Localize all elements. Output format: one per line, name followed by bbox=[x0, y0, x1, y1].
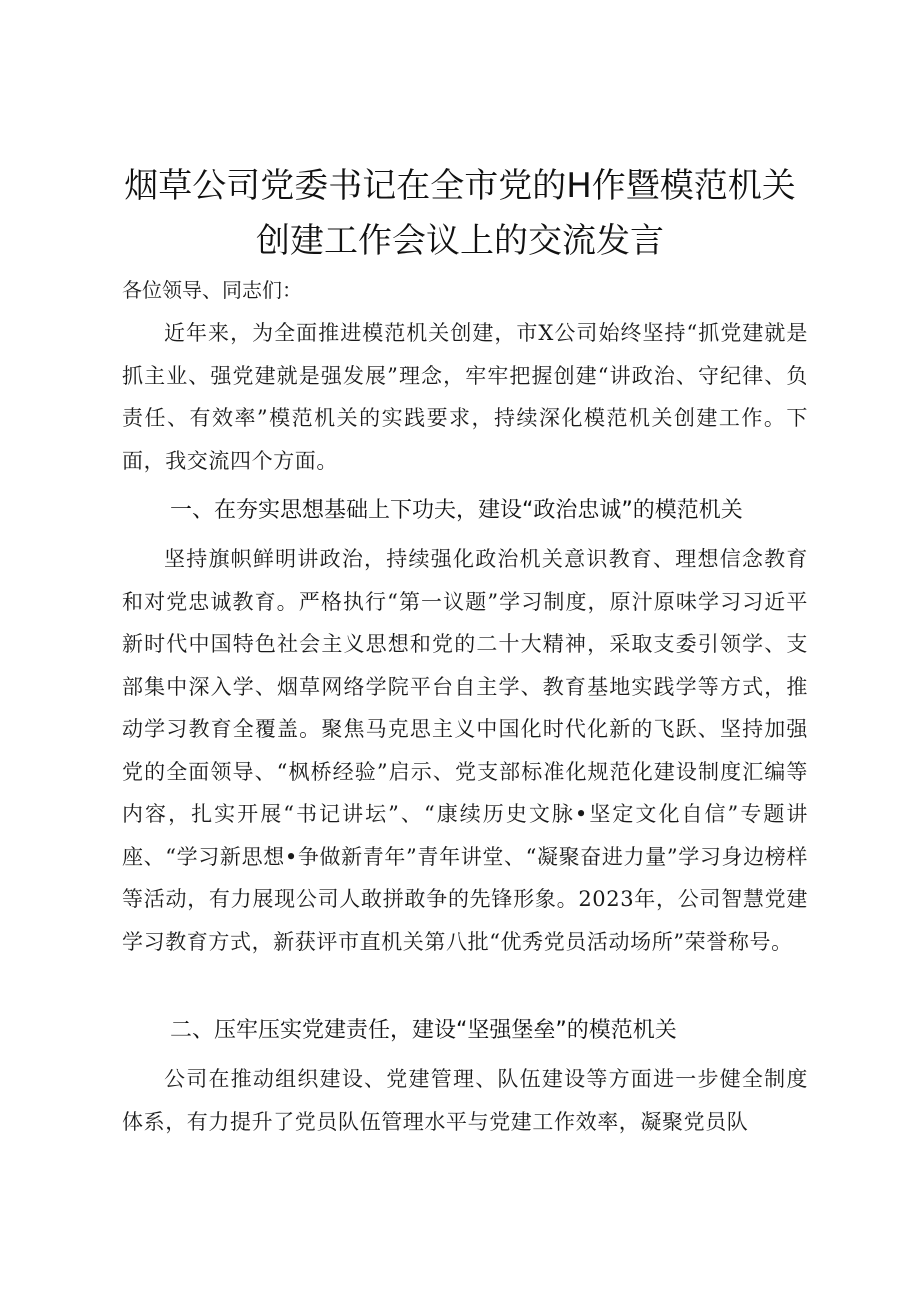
section-heading-1: 一、在夯实思想基础上下功夫，建设“政治忠诚”的模范机关 bbox=[170, 498, 743, 523]
paragraph-section-2: 公司在推动组织建设、党建管理、队伍建设等方面进一步健全制度体系，有力提升了党员队伍管理水平与党建工作效率，凝聚党员队 bbox=[122, 1067, 808, 1134]
salutation: 各位领导、同志们： bbox=[122, 278, 302, 302]
paragraph-intro: 近年来，为全面推进模范机关创建，市X公司始终坚持“抓党建就是抓主业、强党建就是强发展”理念，牢牢把握创建“讲政治、守纪律、负责任、有效率”模范机关的实践要求，持续深化模范机关创建工作。下面，我交流四个方面。 bbox=[122, 321, 808, 473]
document-title-line-1: 烟草公司党委书记在全市党的H作暨模范机关 bbox=[124, 166, 796, 206]
paragraph-section-1: 坚持旗帜鲜明讲政治，持续强化政治机关意识教育、理想信念教育和对党忠诚教育。严格执行“第一议题”学习制度，原汁原味学习习近平新时代中国特色社会主义思想和党的二十大精神，采取支委引领学、支部集中深入学、烟草网络学院平台自主学、教育基地实践学等方式，推动学习教育全覆盖。聚焦马克思主义中国化时代化新的飞跃、坚持加强党的全面领导、“枫桥经验”启示、党支部标准化规范化建设制度汇编等内容，扎实开展“书记讲坛”、“康续历史文脉•坚定文化自信”专题讲座、“学习新思想•争做新青年”青年讲堂、“凝聚奋进力量”学习身边榜样等活动，有力展现公司人敢拼敢争的先锋形象。2023年，公司智慧党建学习教育方式，新获评市直机关第八批“优秀党员活动场所”荣誉称号。 bbox=[122, 547, 808, 954]
section-heading-2: 二、压牢压实党建责任，建设“坚强堡垒”的模范机关 bbox=[170, 1018, 677, 1043]
document-title-line-2: 创建工作会议上的交流发言 bbox=[256, 221, 664, 261]
